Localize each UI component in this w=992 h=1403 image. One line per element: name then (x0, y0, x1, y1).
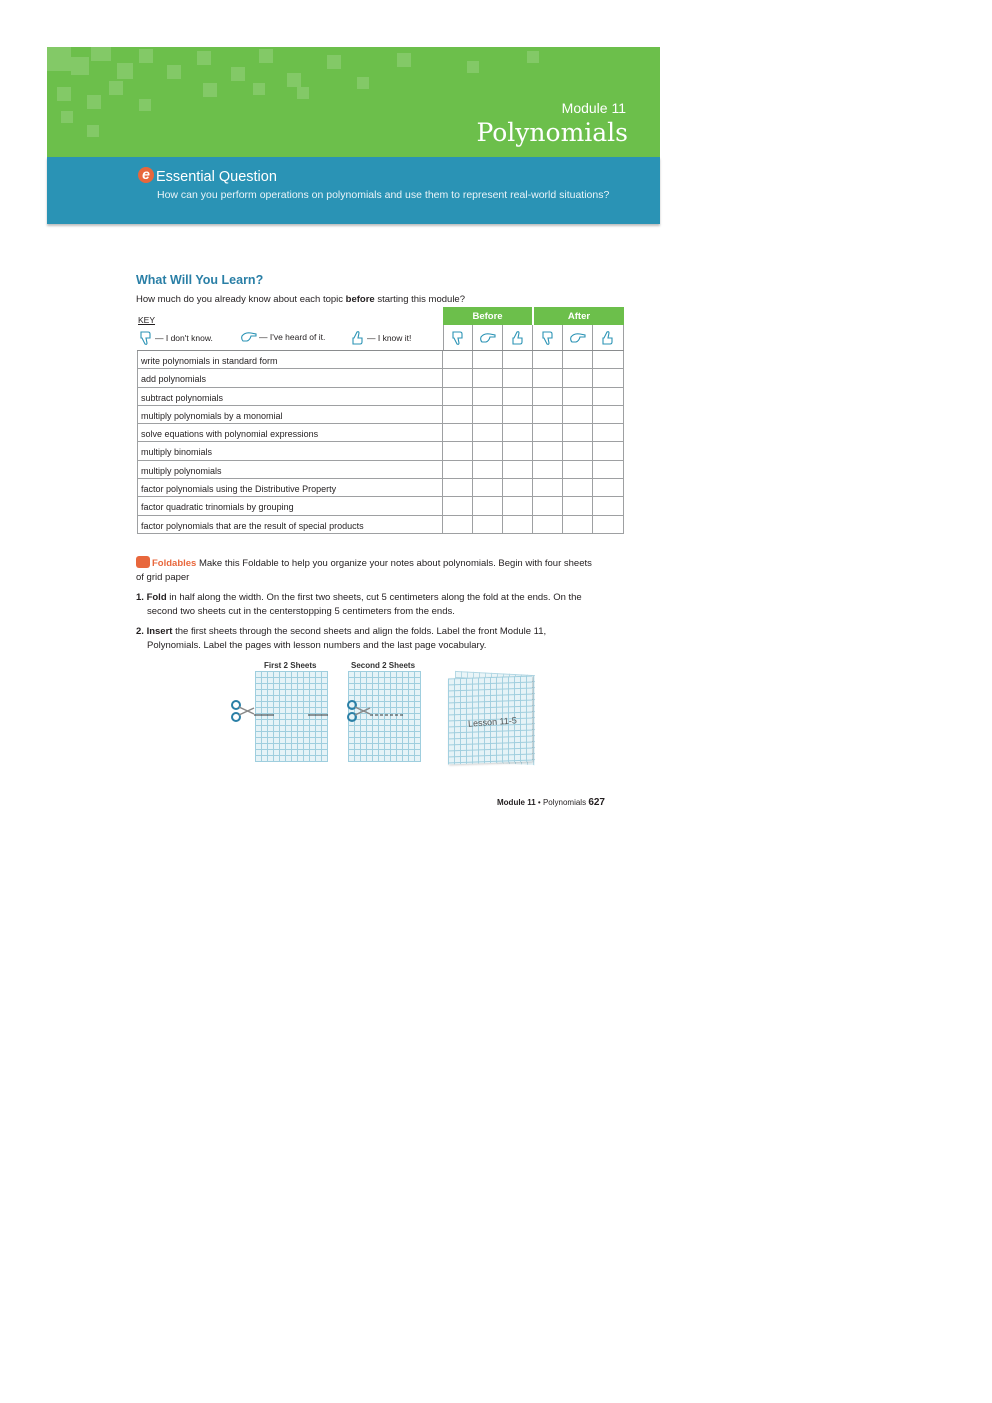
table-row (137, 388, 624, 406)
after-check-cell[interactable] (563, 442, 593, 459)
learn-intro: How much do you already know about each topic before starting this module? (136, 294, 465, 305)
table-row (137, 406, 624, 424)
before-know-it-header (503, 325, 533, 350)
topic-label: multiply polynomials by a monomial (137, 406, 443, 423)
before-check-cell[interactable] (443, 442, 473, 459)
topic-label: factor polynomials that are the result of special products (137, 516, 443, 533)
after-check-cell[interactable] (533, 479, 563, 496)
before-check-cell[interactable] (443, 388, 473, 405)
after-check-cell[interactable] (593, 351, 624, 368)
after-check-cell[interactable] (533, 497, 563, 514)
page-number: 627 (588, 797, 605, 808)
booklet-label: Lesson 11-5 (467, 715, 518, 729)
before-check-cell[interactable] (503, 516, 533, 533)
after-check-cell[interactable] (563, 351, 593, 368)
after-check-cell[interactable] (593, 516, 624, 533)
after-check-cell[interactable] (533, 424, 563, 441)
topic-label: solve equations with polynomial expressions (137, 424, 443, 441)
key-heard-of: — I've heard of it. (240, 330, 325, 344)
before-check-cell[interactable] (443, 516, 473, 533)
after-check-cell[interactable] (563, 461, 593, 478)
after-check-cell[interactable] (563, 479, 593, 496)
table-column-groups (443, 307, 624, 325)
module-header (47, 47, 660, 157)
before-check-cell[interactable] (503, 461, 533, 478)
before-check-cell[interactable] (473, 424, 503, 441)
before-check-cell[interactable] (503, 369, 533, 386)
thumbs-down-icon (450, 329, 466, 347)
after-check-cell[interactable] (593, 424, 624, 441)
after-check-cell[interactable] (533, 388, 563, 405)
table-row (137, 497, 624, 515)
after-check-cell[interactable] (593, 497, 624, 514)
before-check-cell[interactable] (473, 516, 503, 533)
topic-label: subtract polynomials (137, 388, 443, 405)
caption-first-sheets: First 2 Sheets (264, 661, 317, 670)
scissors-cut-first (228, 698, 338, 724)
key-label: KEY (138, 315, 156, 325)
essential-question-text: How can you perform operations on polynomials and use them to represent real-world situations? (157, 189, 610, 201)
thumbs-up-icon (510, 329, 526, 347)
topic-label: write polynomials in standard form (137, 351, 443, 368)
before-check-cell[interactable] (473, 388, 503, 405)
key-dont-know: — I don't know. (138, 330, 213, 346)
thumbs-down-icon (138, 330, 154, 346)
before-check-cell[interactable] (503, 479, 533, 496)
topic-label: multiply binomials (137, 442, 443, 459)
table-row (137, 461, 624, 479)
thumbs-down-icon (540, 329, 556, 347)
after-check-cell[interactable] (533, 406, 563, 423)
after-check-cell[interactable] (593, 388, 624, 405)
after-check-cell[interactable] (563, 406, 593, 423)
thumbs-up-icon (600, 329, 616, 347)
before-check-cell[interactable] (503, 406, 533, 423)
topic-label: factor polynomials using the Distributive Property (137, 479, 443, 496)
table-row (137, 369, 624, 387)
after-check-cell[interactable] (563, 497, 593, 514)
column-before: Before (443, 307, 532, 325)
table-row (137, 351, 624, 369)
before-check-cell[interactable] (473, 351, 503, 368)
before-check-cell[interactable] (503, 424, 533, 441)
before-check-cell[interactable] (443, 479, 473, 496)
foldable-step-1: 1. Fold in half along the width. On the first two sheets, cut 5 centimeters along the fold at the ends. On the second two sheets cut in the centerstopping 5 centimeters from the ends. (136, 592, 582, 617)
table-row (137, 516, 624, 534)
before-check-cell[interactable] (473, 369, 503, 386)
thumbs-up-icon (350, 330, 366, 346)
after-check-cell[interactable] (593, 479, 624, 496)
hand-wave-icon (478, 331, 498, 345)
caption-second-sheets: Second 2 Sheets (351, 661, 416, 670)
after-check-cell[interactable] (593, 369, 624, 386)
before-check-cell[interactable] (473, 497, 503, 514)
foldable-step-2: 2. Insert the first sheets through the second sheets and align the folds. Label the front Module 11, Polynomials. Label the pages with lesson numbers and the last page vocabulary. (136, 626, 547, 651)
before-check-cell[interactable] (443, 406, 473, 423)
after-check-cell[interactable] (563, 388, 593, 405)
scissors-icon (348, 701, 370, 721)
essential-question-icon: e (138, 167, 154, 183)
essential-question-band (47, 157, 660, 224)
after-know-it-header (593, 325, 624, 350)
after-check-cell[interactable] (533, 516, 563, 533)
after-check-cell[interactable] (593, 406, 624, 423)
topics-table (137, 350, 624, 534)
after-check-cell[interactable] (563, 369, 593, 386)
before-check-cell[interactable] (473, 461, 503, 478)
table-row (137, 479, 624, 497)
before-check-cell[interactable] (443, 424, 473, 441)
essential-question-title: Essential Question (156, 169, 277, 185)
after-dont-know-header (533, 325, 563, 350)
after-check-cell[interactable] (593, 461, 624, 478)
column-after: After (534, 307, 624, 325)
before-check-cell[interactable] (473, 406, 503, 423)
topic-label: factor quadratic trinomials by grouping (137, 497, 443, 514)
before-dont-know-header (443, 325, 473, 350)
after-check-cell[interactable] (533, 369, 563, 386)
scissors-cut-second (344, 698, 408, 724)
foldables-label: Foldables (152, 558, 197, 569)
section-heading: What Will You Learn? (136, 273, 264, 287)
after-check-cell[interactable] (563, 516, 593, 533)
after-check-cell[interactable] (533, 351, 563, 368)
before-check-cell[interactable] (443, 497, 473, 514)
module-label: Module 11 (561, 100, 626, 116)
before-check-cell[interactable] (473, 442, 503, 459)
before-check-cell[interactable] (443, 369, 473, 386)
after-check-cell[interactable] (533, 442, 563, 459)
after-check-cell[interactable] (593, 442, 624, 459)
hand-wave-icon (240, 330, 258, 344)
table-row (137, 442, 624, 460)
topic-label: multiply polynomials (137, 461, 443, 478)
after-heard-of-header (563, 325, 593, 350)
before-check-cell[interactable] (443, 461, 473, 478)
page-footer: Module 11 • Polynomials 627 (497, 797, 605, 808)
before-check-cell[interactable] (473, 479, 503, 496)
hand-wave-icon (568, 331, 588, 345)
before-check-cell[interactable] (503, 351, 533, 368)
table-icon-row (443, 325, 624, 350)
before-check-cell[interactable] (443, 351, 473, 368)
after-check-cell[interactable] (563, 424, 593, 441)
before-heard-of-header (473, 325, 503, 350)
table-row (137, 424, 624, 442)
foldables-book-icon (136, 556, 150, 568)
key-know-it: — I know it! (350, 330, 411, 346)
after-check-cell[interactable] (533, 461, 563, 478)
before-check-cell[interactable] (503, 442, 533, 459)
topic-label: add polynomials (137, 369, 443, 386)
before-check-cell[interactable] (503, 388, 533, 405)
scissors-icon (232, 701, 254, 721)
module-title: Polynomials (476, 118, 628, 147)
before-check-cell[interactable] (503, 497, 533, 514)
foldables-intro: Foldables Make this Foldable to help you organize your notes about polynomials. Begin with four sheets of grid paper (136, 558, 592, 583)
